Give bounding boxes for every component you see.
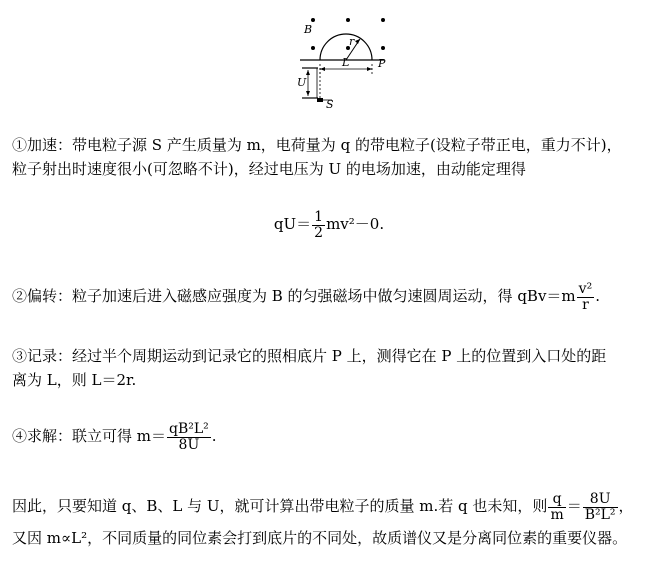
paragraph-line: ③记录：经过半个周期运动到记录它的照相底片 P 上，测得它在 P 上的位置到入口处的距 [12, 347, 607, 365]
label-r: r [349, 35, 355, 48]
equation-energy [0, 210, 658, 240]
paragraph-line: 因此，只要知道 q、B、L 与 U，就可计算出带电粒子的质量 m.若 q 也未知，则 $\frac{q}{m}$ ＝ $\frac{8U}{\text{B²L²}}$ ， [12, 491, 634, 523]
fraction-q-over-m: $\frac{q}{m}$ [550, 491, 564, 523]
paragraph-line: 离为 L，则 L＝2r. [12, 371, 137, 389]
fraction-mass: $\frac{\text{qB²L²}}{8U}$ [169, 421, 209, 453]
label-S: S [326, 98, 334, 111]
label-P: P [378, 57, 386, 70]
paragraph-line: ①加速：带电粒子源 S 产生质量为 m，电荷量为 q 的带电粒子(设粒子带正电，重力不计)， [12, 136, 622, 154]
paragraph-deflection: ②偏转：粒子加速后进入磁感应强度为 B 的匀强磁场中做匀速圆周运动，得 qBv＝m $\frac{\text{v²}}{r}$ . [12, 281, 600, 313]
fraction-v2-over-r: $\frac{\text{v²}}{r}$ [578, 281, 593, 313]
paragraph-solve: ④求解：联立可得 m＝ $\frac{\text{qB²L²}}{8U}$ . [12, 421, 217, 453]
paragraph-line: 又因 m∝L²，不同质量的同位素会打到底片的不同处，故质谱仪又是分离同位素的重要仪器。 [12, 529, 628, 548]
fraction-half: $\frac{1}{2}$ [314, 209, 324, 241]
label-B: B [304, 23, 313, 36]
paragraph-record [12, 344, 606, 392]
label-L: L [342, 56, 350, 69]
paragraph-conclusion [12, 492, 634, 550]
mass-spectrometer-diagram [280, 8, 400, 112]
particle-source [317, 98, 323, 102]
paragraph-acceleration [12, 133, 622, 181]
paragraph-line: 粒子射出时速度很小(可忽略不计)，经过电压为 U 的电场加速，由动能定理得 [12, 160, 526, 178]
equation-right: mv²－0. [326, 215, 385, 234]
equation-left: qU＝ [273, 215, 312, 234]
label-U: U [297, 76, 307, 89]
fraction-8U-over-B2L2: $\frac{8U}{\text{B²L²}}$ [584, 491, 616, 523]
